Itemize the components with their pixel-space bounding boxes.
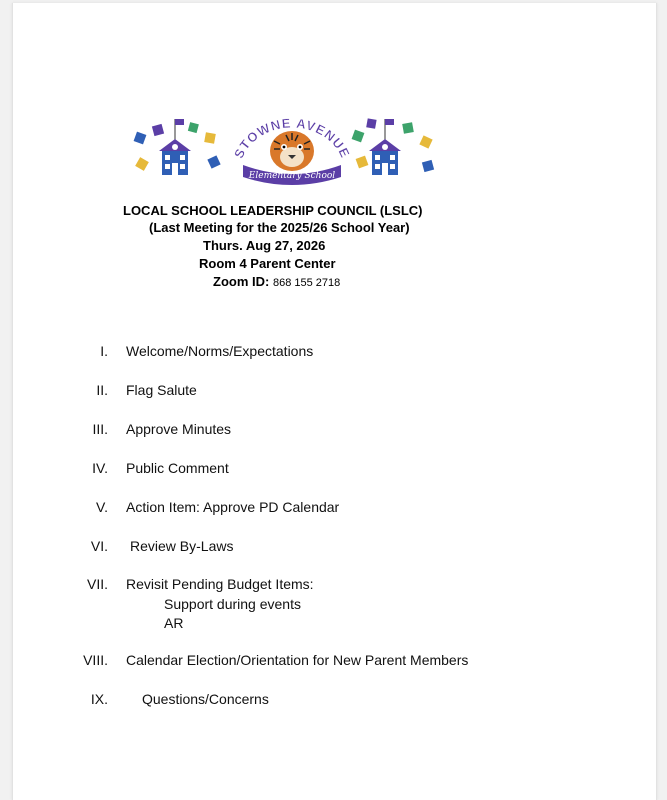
agenda-text: Welcome/Norms/Expectations: [126, 343, 314, 359]
agenda-numeral: V.: [96, 499, 108, 515]
agenda-numeral: II.: [96, 382, 108, 398]
zoom-label: Zoom ID:: [213, 274, 270, 289]
agenda-numeral: IX.: [90, 691, 108, 707]
agenda-text: Flag Salute: [126, 382, 197, 398]
agenda-text: Review By-Laws: [130, 538, 234, 554]
meeting-subtitle: (Last Meeting for the 2025/26 School Year): [149, 220, 410, 235]
agenda-numeral: IV.: [92, 460, 108, 476]
agenda-numeral: III.: [92, 421, 108, 437]
left-school-house-icon: [159, 119, 191, 175]
agenda-text: Approve Minutes: [126, 421, 232, 437]
agenda-numeral: VIII.: [83, 652, 108, 668]
meeting-location: Room 4 Parent Center: [199, 256, 336, 271]
document-page: [12, 3, 657, 800]
tiger-mascot-icon: [270, 131, 314, 171]
logo-banner-text: Elementary School: [248, 171, 336, 181]
school-logo: [131, 111, 451, 187]
agenda-text: Public Comment: [126, 460, 229, 476]
agenda-text: Questions/Concerns: [142, 691, 269, 707]
agenda-numeral: VI.: [90, 538, 108, 554]
agenda-text: Calendar Election/Orientation for New Parent Members: [126, 652, 469, 668]
agenda-sub-item-ar: AR: [164, 615, 184, 631]
agenda-numeral: I.: [100, 343, 108, 359]
zoom-info: [213, 274, 340, 289]
agenda-sub-item-support: Support during events: [164, 596, 301, 612]
logo-arc-text: STOWNE AVENUE: [230, 115, 354, 161]
zoom-id: 868 155 2718: [272, 277, 341, 289]
meeting-date: Thurs. Aug 27, 2026: [203, 238, 326, 253]
agenda-text: Action Item: Approve PD Calendar: [126, 499, 340, 515]
agenda-numeral: VII.: [86, 576, 108, 592]
agenda-text: Revisit Pending Budget Items:: [126, 576, 314, 592]
council-title: LOCAL SCHOOL LEADERSHIP COUNCIL (LSLC): [123, 203, 423, 218]
